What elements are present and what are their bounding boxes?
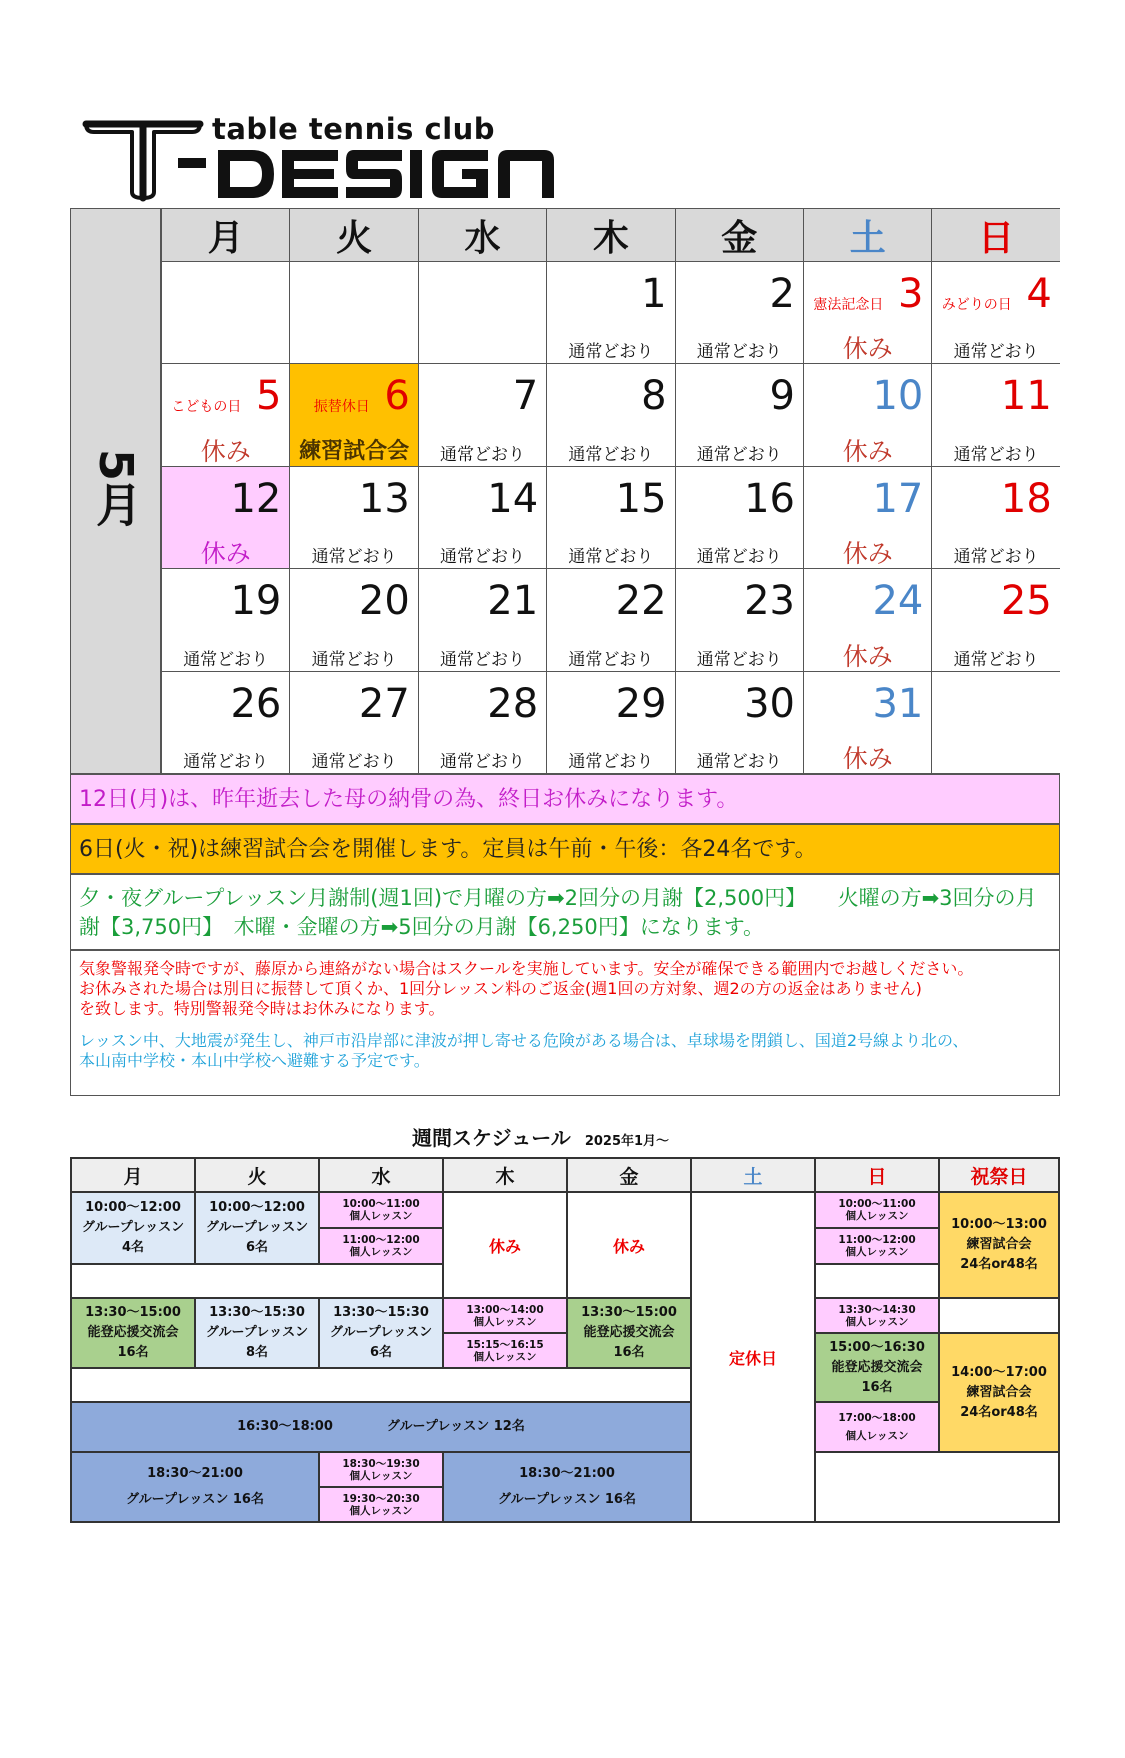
slot-sun-10: 10:00～11:00 個人レッスン [815,1192,939,1228]
day-number: 27 [358,680,410,727]
day-number: 12 [230,475,282,522]
slot-sun-holiday-empty [815,1452,1059,1522]
day-number: 23 [744,578,795,625]
calendar-day-3 [803,261,931,363]
schedule-header-5: 土 [691,1158,815,1192]
calendar-cell-empty [931,671,1059,773]
day-closed: 休み [842,436,893,466]
weekday-header-2: 水 [418,209,546,261]
day-closed: 休み [842,641,893,671]
calendar-day-1 [546,261,674,363]
day-status: 通常どおり [696,444,782,465]
slot-sun-empty [815,1264,939,1298]
slot-thu-rest: 休み [443,1192,567,1298]
day-number: 13 [358,475,410,522]
day-status: 通常どおり [953,547,1039,568]
day-number: 9 [769,373,795,420]
holiday-name: 憲法記念日 [813,297,884,313]
day-number: 14 [487,475,539,522]
calendar-day-31 [803,671,931,773]
day-status: 通常どおり [568,649,654,670]
slot-mon-tue-night: 18:30～21:00 グループレッスン 16名 [71,1452,319,1522]
weekly-schedule-since: 2025年1月～ [584,1134,670,1149]
day-number: 6 [384,373,410,420]
day-status: 通常どおり [953,649,1039,670]
calendar-day-24 [803,568,931,670]
day-number: 10 [872,373,924,420]
day-status: 通常どおり [183,649,269,670]
slot-mon-afternoon: 13:30～15:00 能登応援交流会 16名 [71,1298,195,1368]
day-status: 通常どおり [696,751,782,772]
day-number: 1 [641,271,667,317]
day-status: 通常どおり [696,342,782,363]
calendar-day-29 [546,671,674,773]
schedule-header-2: 水 [319,1158,443,1192]
month-calendar [70,208,1060,774]
calendar-day-17 [803,466,931,568]
weather-warning-text-1: 気象警報発令時ですが、藤原から連絡がない場合はスクールを実施しています。安全が確保できる範囲内でお越しください。 [79,959,974,978]
calendar-cell-empty [418,261,546,363]
slot-wed-1830: 18:30～19:30 個人レッスン [319,1452,443,1487]
day-status: 通常どおり [696,649,782,670]
slot-sun-1330: 13:30～14:30 個人レッスン [815,1298,939,1333]
logo-subtitle: table tennis club [212,112,496,146]
day-number: 5 [255,373,282,420]
calendar-day-16 [675,466,803,568]
day-status: 通常どおり [439,649,525,670]
calendar-day-8 [546,363,674,465]
slot-evening-group: 16:30～18:00 グループレッスン 12名 [71,1402,691,1452]
day-number: 29 [615,680,667,727]
day-status: 通常どおり [439,751,525,772]
day-closed: 休み [200,539,251,569]
schedule-header-0: 月 [71,1158,195,1192]
calendar-day-21 [418,568,546,670]
earthquake-text-2: 本山南中学校・本山中学校へ避難する予定です。 [79,1051,430,1070]
calendar-day-20 [289,568,417,670]
calendar-day-30 [675,671,803,773]
day-number: 28 [487,680,539,727]
slot-sat-closed: 定休日 [691,1192,815,1522]
slot-sun-11: 11:00～12:00 個人レッスン [815,1228,939,1264]
logo [78,110,598,206]
slot-tue-morning: 10:00～12:00 グループレッスン 6名 [195,1192,319,1264]
day-number: 21 [487,578,539,625]
calendar-day-2 [675,261,803,363]
weather-warning-text-2: お休みされた場合は別日に振替して頂くか、1回分レッスン料のご返金(週1回の方対象、週2の方の返金はありません) [79,979,922,998]
calendar-day-13 [289,466,417,568]
slot-fri-afternoon: 13:30～15:00 能登応援交流会 16名 [567,1298,691,1368]
slot-holiday-gap [939,1298,1059,1333]
day-number: 2 [769,271,795,317]
day-number: 15 [615,475,667,522]
slot-thu-fri-night: 18:30～21:00 グループレッスン 16名 [443,1452,691,1522]
calendar-day-10 [803,363,931,465]
notice-practice-match: 6日(火・祝)は練習試合会を開催します。定員は午前・午後：各24名です。 [70,824,1060,874]
day-status: 通常どおり [696,547,782,568]
day-closed: 休み [842,334,893,364]
holiday-name: みどりの日 [941,297,1012,313]
slot-tue-afternoon: 13:30～15:30 グループレッスン 8名 [195,1298,319,1368]
calendar-cell-empty [289,261,417,363]
calendar-day-4 [931,261,1059,363]
slot-empty-row2 [71,1368,691,1402]
day-number: 3 [897,271,924,317]
slot-thu-15: 15:15～16:15 個人レッスン [443,1333,567,1368]
day-number: 31 [872,680,924,727]
day-status: 通常どおり [568,444,654,465]
month-label: 5月 [89,449,143,528]
day-number: 24 [872,578,924,625]
calendar-day-7 [418,363,546,465]
weekday-header-0: 月 [161,209,289,261]
day-closed: 休み [200,436,251,466]
day-number: 7 [512,373,539,420]
calendar-day-22 [546,568,674,670]
day-status: 通常どおり [568,751,654,772]
slot-holiday-afternoon: 14:00～17:00 練習試合会 24名or48名 [939,1333,1059,1452]
day-number: 19 [230,578,282,625]
calendar-day-28 [418,671,546,773]
day-number: 26 [230,680,282,727]
slot-empty-row1 [71,1264,443,1298]
weekday-header-3: 木 [546,209,674,261]
day-status: 通常どおり [311,751,397,772]
day-status: 通常どおり [439,547,525,568]
schedule-header-3: 木 [443,1158,567,1192]
month-column [71,209,161,773]
slot-sun-1700: 17:00～18:00 個人レッスン [815,1402,939,1452]
holiday-name: 振替休日 [313,399,370,416]
day-closed: 休み [842,743,893,773]
day-status: 通常どおり [953,444,1039,465]
weekday-header-5: 土 [803,209,931,261]
calendar-day-25 [931,568,1059,670]
day-number: 30 [744,680,795,727]
slot-thu-13: 13:00～14:00 個人レッスン [443,1298,567,1333]
day-number: 17 [872,475,924,522]
weekly-schedule-title: 週間スケジュール 2025年1月～ [412,1126,670,1150]
schedule-header-7: 祝祭日 [939,1158,1059,1192]
slot-mon-morning: 10:00～12:00 グループレッスン 4名 [71,1192,195,1264]
slot-wed-afternoon: 13:30～15:30 グループレッスン 6名 [319,1298,443,1368]
calendar-day-15 [546,466,674,568]
slot-wed-10: 10:00～11:00 個人レッスン [319,1192,443,1228]
day-status: 通常どおり [183,751,269,772]
slot-fri-rest: 休み [567,1192,691,1298]
calendar-day-11 [931,363,1059,465]
day-number: 22 [615,578,667,625]
notice-monthly-fee: 夕・夜グループレッスン月謝制(週1回)で月曜の方➡2回分の月謝【2,500円】 火曜の方➡3回分の月謝【3,750円】 木曜・金曜の方➡5回分の月謝【6,250円】になります。 [70,874,1060,950]
earthquake-text-1: レッスン中、大地震が発生し、神戸市沿岸部に津波が押し寄せる危険がある場合は、卓球場を閉鎖し、国道2号線より北の、 [79,1031,969,1050]
schedule-header-4: 金 [567,1158,691,1192]
day-status: 通常どおり [311,649,397,670]
day-status: 通常どおり [568,547,654,568]
calendar-day-14 [418,466,546,568]
day-number: 20 [358,578,410,625]
day-status: 通常どおり [953,342,1039,363]
schedule-header-6: 日 [815,1158,939,1192]
day-closed: 休み [842,539,893,569]
calendar-day-19 [161,568,289,670]
calendar-day-23 [675,568,803,670]
calendar-day-18 [931,466,1059,568]
slot-wed-11: 11:00～12:00 個人レッスン [319,1228,443,1264]
day-event: 練習試合会 [299,438,410,464]
calendar-day-5 [161,363,289,465]
calendar-day-6 [289,363,417,465]
calendar-day-9 [675,363,803,465]
schedule-header-1: 火 [195,1158,319,1192]
calendar-day-12 [161,466,289,568]
notice-safety [70,950,1060,1096]
day-status: 通常どおり [568,342,654,363]
calendar-day-26 [161,671,289,773]
weekly-schedule-table [70,1157,1060,1523]
weekday-header-4: 金 [675,209,803,261]
slot-wed-1930: 19:30～20:30 個人レッスン [319,1487,443,1522]
weekday-header-1: 火 [289,209,417,261]
day-number: 4 [1026,271,1052,317]
holiday-name: こどもの日 [171,399,242,416]
day-number: 25 [1000,578,1052,625]
notice-funeral: 12日(月)は、昨年逝去した母の納骨の為、終日お休みになります。 [70,774,1060,824]
weather-warning-text-3: を致します。特別警報発令時はお休みになります。 [79,999,445,1018]
slot-holiday-morning: 10:00～13:00 練習試合会 24名or48名 [939,1192,1059,1298]
weekday-header-6: 日 [931,209,1059,261]
slot-sun-1500: 15:00～16:30 能登応援交流会 16名 [815,1333,939,1402]
calendar-cell-empty [161,261,289,363]
day-status: 通常どおり [439,444,525,465]
day-number: 16 [744,475,795,522]
day-status: 通常どおり [311,547,397,568]
day-number: 18 [1000,475,1052,522]
day-number: 8 [641,373,667,420]
calendar-day-27 [289,671,417,773]
day-number: 11 [1000,373,1052,420]
